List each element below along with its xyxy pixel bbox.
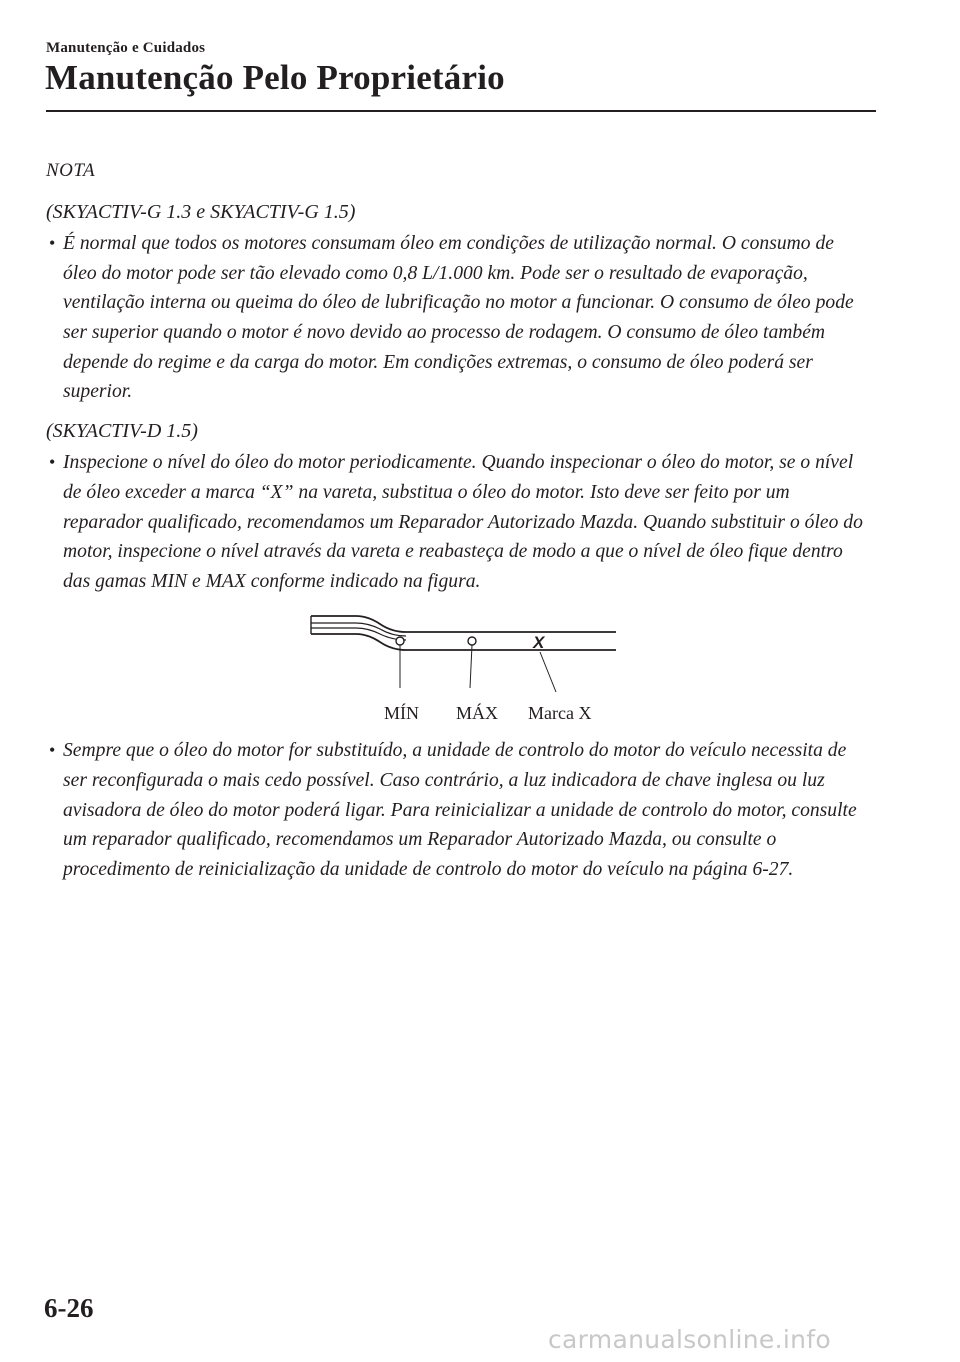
bullet-item <box>46 736 863 884</box>
header-divider <box>46 110 876 112</box>
bullet-text: Sempre que o óleo do motor for substituído, a unidade de controlo do motor do veículo necessita de ser reconfigurada o mais cedo possível. Caso contrário, a luz indicadora de chave inglesa ou luz avisadora de óleo do motor poderá ligar. Para reinicializar a unidade de controlo do motor, consulte um reparador qualificado, recomendamos um Reparador Autorizado Mazda, ou consulte o procedimento de reinicialização da unidade de controlo do motor do veículo na página 6-27. <box>63 740 857 880</box>
bullet-text: Inspecione o nível do óleo do motor periodicamente. Quando inspecionar o óleo do motor, se o nível de óleo exceder a marca “X” na vareta, substitua o óleo do motor. Isto deve ser feito por um reparador qualificado, recomendamos um Reparador Autorizado Mazda. Quando substituir o óleo do motor, inspecione o nível através da vareta e reabasteça de modo a que o nível de óleo fique dentro das gamas MIN e MAX conforme indicado na figura. <box>63 452 863 592</box>
bullet-dot-icon: • <box>49 740 56 761</box>
dipstick-figure <box>46 610 876 710</box>
section-label: Manutenção e Cuidados <box>46 40 206 56</box>
dipstick-illustration <box>46 610 876 710</box>
note-content <box>46 156 876 890</box>
figure-label-mark-x: Marca X <box>528 703 592 723</box>
figure-label-max: MÁX <box>456 703 499 723</box>
x-mark-icon: X <box>533 633 545 653</box>
bullet-item <box>46 448 863 596</box>
bullet-item <box>46 229 863 407</box>
group-heading-skyactiv-d: (SKYACTIV-D 1.5) <box>46 419 198 442</box>
max-mark-icon <box>468 637 476 645</box>
figure-label-min: MÍN <box>384 703 419 723</box>
note-label: NOTA <box>46 160 96 181</box>
page-title: Manutenção Pelo Proprietário <box>45 58 505 97</box>
bullet-text: É normal que todos os motores consumam óleo em condições de utilização normal. O consumo de óleo do motor pode ser tão elevado como 0,8 L/1.000 km. Pode ser o resultado de evaporação, ventilação interna ou queima do óleo de lubrificação no motor a funcionar. O consumo de óleo pode ser superior quando o motor é novo devido ao processo de rodagem. O consumo de óleo também depende do regime e da carga do motor. Em condições extremas, o consumo de óleo poderá ser superior. <box>63 233 854 403</box>
group-heading-skyactiv-g: (SKYACTIV-G 1.3 e SKYACTIV-G 1.5) <box>46 200 356 223</box>
watermark-link[interactable]: carmanualsonline.info <box>548 1325 831 1354</box>
min-mark-icon <box>396 637 404 645</box>
bullet-dot-icon: • <box>49 233 56 254</box>
page-number: 6-26 <box>44 1293 94 1323</box>
bullet-dot-icon: • <box>49 452 56 473</box>
